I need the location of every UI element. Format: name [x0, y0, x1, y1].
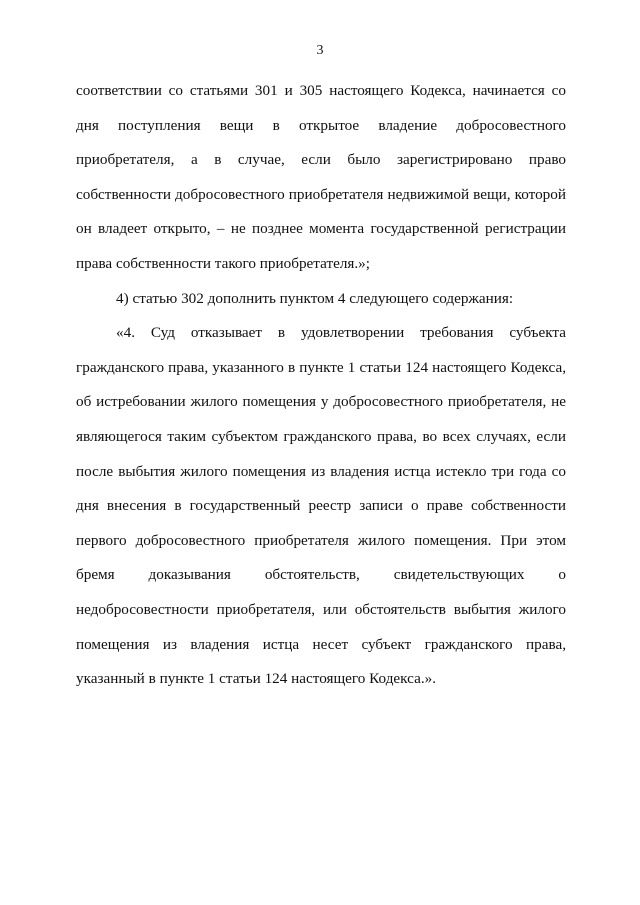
text-line: дня внесения в государственный реестр записи о праве собственности	[76, 497, 566, 515]
text-line: права собственности такого приобретателя.»;	[76, 254, 370, 272]
paragraph-start: 4) статью 302 дополнить пунктом 4 следующего содержания:	[116, 289, 514, 307]
text-line: дня поступления вещи в открытое владение добросовестного	[76, 116, 566, 134]
text-line: первого добросовестного приобретателя жилого помещения. При этом	[76, 531, 566, 549]
text-line: являющегося таким субъектом гражданского права, во всех случаях, если	[76, 427, 566, 445]
text-line: приобретателя, а в случае, если было зарегистрировано право	[76, 151, 566, 169]
text-line: он владеет открыто, – не позднее момента государственной регистрации	[76, 220, 566, 238]
text-line: об истребовании жилого помещения у добросовестного приобретателя, не	[76, 393, 566, 411]
text-line: гражданского права, указанного в пункте 1 статьи 124 настоящего Кодекса,	[76, 358, 566, 376]
text-line: соответствии со статьями 301 и 305 настоящего Кодекса, начинается со	[76, 82, 566, 99]
page-number: 3	[316, 43, 324, 58]
paragraph-start: «4. Суд отказывает в удовлетворении требования субъекта	[116, 324, 566, 342]
text-line: бремя доказывания обстоятельств, свидетельствующих о	[76, 566, 566, 584]
text-line: недобросовестности приобретателя, или обстоятельств выбытия жилого	[76, 600, 566, 618]
text-line: помещения из владения истца несет субъект гражданского права,	[76, 635, 566, 653]
text-line: после выбытия жилого помещения из владения истца истекло три года со	[76, 462, 566, 480]
text-line: указанный в пункте 1 статьи 124 настоящего Кодекса.».	[76, 670, 437, 688]
text-line: собственности добросовестного приобретателя недвижимой вещи, которой	[76, 185, 566, 203]
document-body	[76, 78, 566, 701]
